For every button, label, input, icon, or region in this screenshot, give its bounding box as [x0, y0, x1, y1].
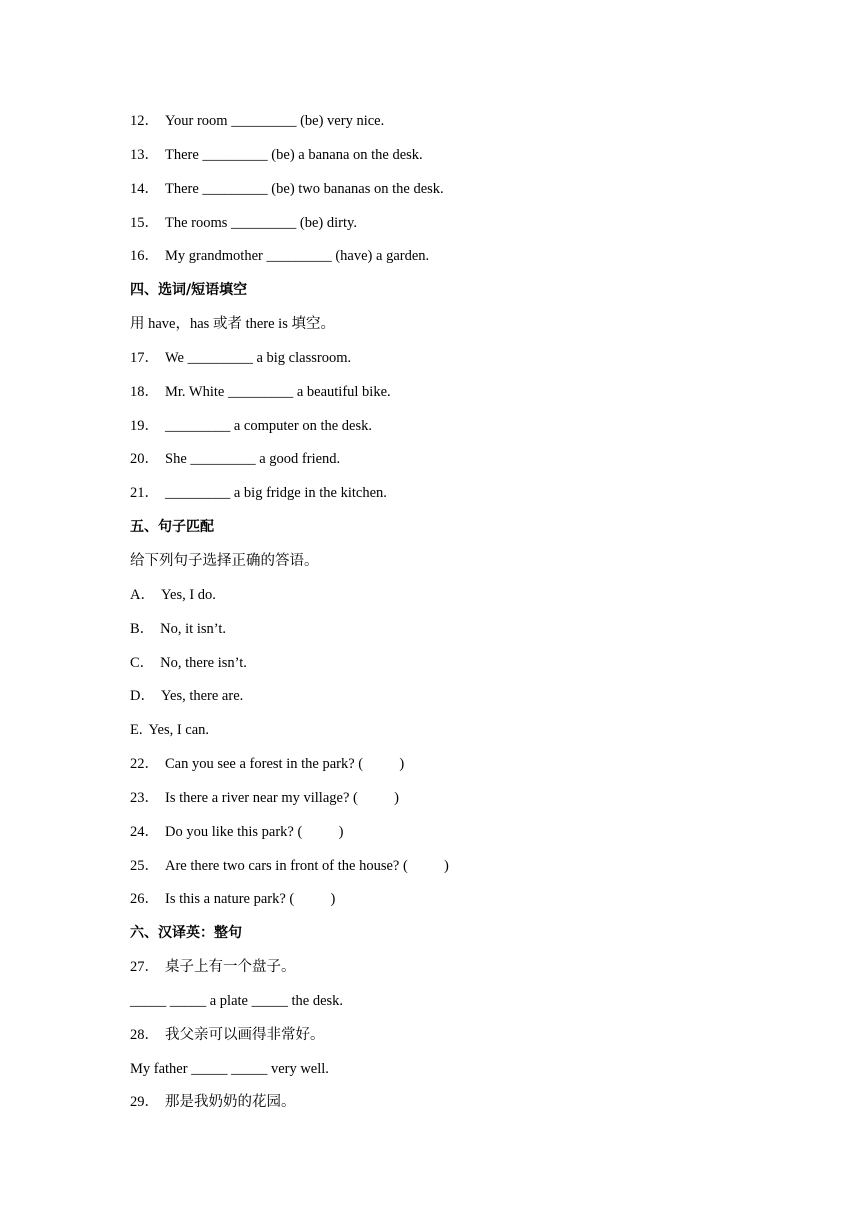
answer-option-b — [130, 618, 770, 652]
question-number: 15． — [130, 214, 159, 231]
question-15 — [130, 212, 770, 246]
question-text: _________ a big fridge in the kitchen. — [165, 485, 387, 502]
answer-option-e — [130, 719, 770, 753]
question-number: 12． — [130, 113, 159, 129]
question-text: Do you like this park? ( ) — [165, 823, 344, 840]
question-text: She _________ a good friend. — [165, 451, 341, 468]
question-number: 13． — [130, 146, 159, 163]
section-4-instruction: 用 have，has 或者 there is 填空。 — [130, 316, 335, 333]
question-23 — [130, 787, 770, 821]
question-21 — [130, 482, 770, 516]
question-16 — [130, 245, 770, 279]
worksheet-page — [130, 110, 770, 1125]
question-number: 25． — [130, 857, 159, 874]
option-text: No, there isn’t. — [160, 654, 247, 671]
option-label: B． — [130, 620, 155, 637]
question-text: My grandmother _________ (have) a garden. — [165, 248, 430, 265]
question-number: 24． — [130, 823, 159, 840]
question-22 — [130, 753, 770, 787]
question-27-chinese — [130, 956, 770, 990]
question-number: 22． — [130, 756, 159, 773]
question-14 — [130, 178, 770, 212]
question-13 — [130, 144, 770, 178]
question-text: The rooms _________ (be) dirty. — [165, 214, 357, 231]
question-18 — [130, 381, 770, 415]
option-text: Yes, there are. — [160, 688, 244, 705]
question-number: 21． — [130, 485, 159, 502]
question-25 — [130, 855, 770, 889]
question-number: 26． — [130, 891, 159, 908]
question-text: Your room _________ (be) very nice. — [165, 113, 385, 129]
question-17 — [130, 347, 770, 381]
answer-option-a — [130, 584, 770, 618]
question-text: _________ a computer on the desk. — [165, 417, 372, 434]
option-label: E. — [130, 722, 143, 739]
question-number: 29． — [130, 1094, 159, 1111]
option-label: A． — [130, 586, 155, 603]
option-text: No, it isn’t. — [160, 620, 226, 637]
chinese-sentence: 桌子上有一个盘子。 — [165, 959, 296, 976]
question-number: 14． — [130, 180, 159, 197]
section-5-instruction: 给下列句子选择正确的答语。 — [130, 552, 319, 569]
question-text: Mr. White _________ a beautiful bike. — [165, 383, 391, 400]
question-number: 23． — [130, 789, 159, 806]
question-text: Is there a river near my village? ( ) — [165, 789, 399, 806]
question-text: Is this a nature park? ( ) — [165, 891, 336, 908]
question-28-english: My father _____ _____ very well. — [130, 1060, 329, 1077]
chinese-sentence: 那是我奶奶的花园。 — [165, 1094, 296, 1111]
section-4-heading: 四、选词/短语填空 — [130, 282, 248, 299]
question-text: There _________ (be) two bananas on the desk. — [165, 180, 444, 197]
question-number: 20． — [130, 451, 159, 468]
section-5-heading: 五、句子匹配 — [130, 519, 214, 536]
question-number: 19． — [130, 417, 159, 434]
question-number: 28． — [130, 1026, 159, 1043]
option-text: Yes, I can. — [148, 722, 210, 739]
question-number: 18． — [130, 383, 159, 400]
question-19 — [130, 415, 770, 449]
question-29-chinese — [130, 1091, 770, 1125]
option-label: C． — [130, 654, 155, 671]
question-number: 17． — [130, 349, 159, 366]
question-20 — [130, 448, 770, 482]
question-12 — [130, 110, 770, 144]
section-6-heading: 六、汉译英：整句 — [130, 925, 242, 942]
question-text: Can you see a forest in the park? ( ) — [165, 756, 405, 773]
question-number: 16． — [130, 248, 159, 265]
answer-option-d — [130, 685, 770, 719]
question-28-chinese — [130, 1024, 770, 1058]
option-text: Yes, I do. — [160, 586, 216, 603]
chinese-sentence: 我父亲可以画得非常好。 — [165, 1026, 325, 1043]
question-text: Are there two cars in front of the house? ( ) — [165, 857, 449, 874]
question-27-english: _____ _____ a plate _____ the desk. — [130, 992, 344, 1009]
question-24 — [130, 821, 770, 855]
question-text: We _________ a big classroom. — [165, 349, 352, 366]
option-label: D． — [130, 688, 155, 705]
question-26 — [130, 888, 770, 922]
question-text: There _________ (be) a banana on the desk. — [165, 146, 423, 163]
question-number: 27． — [130, 959, 159, 976]
answer-option-c — [130, 652, 770, 686]
